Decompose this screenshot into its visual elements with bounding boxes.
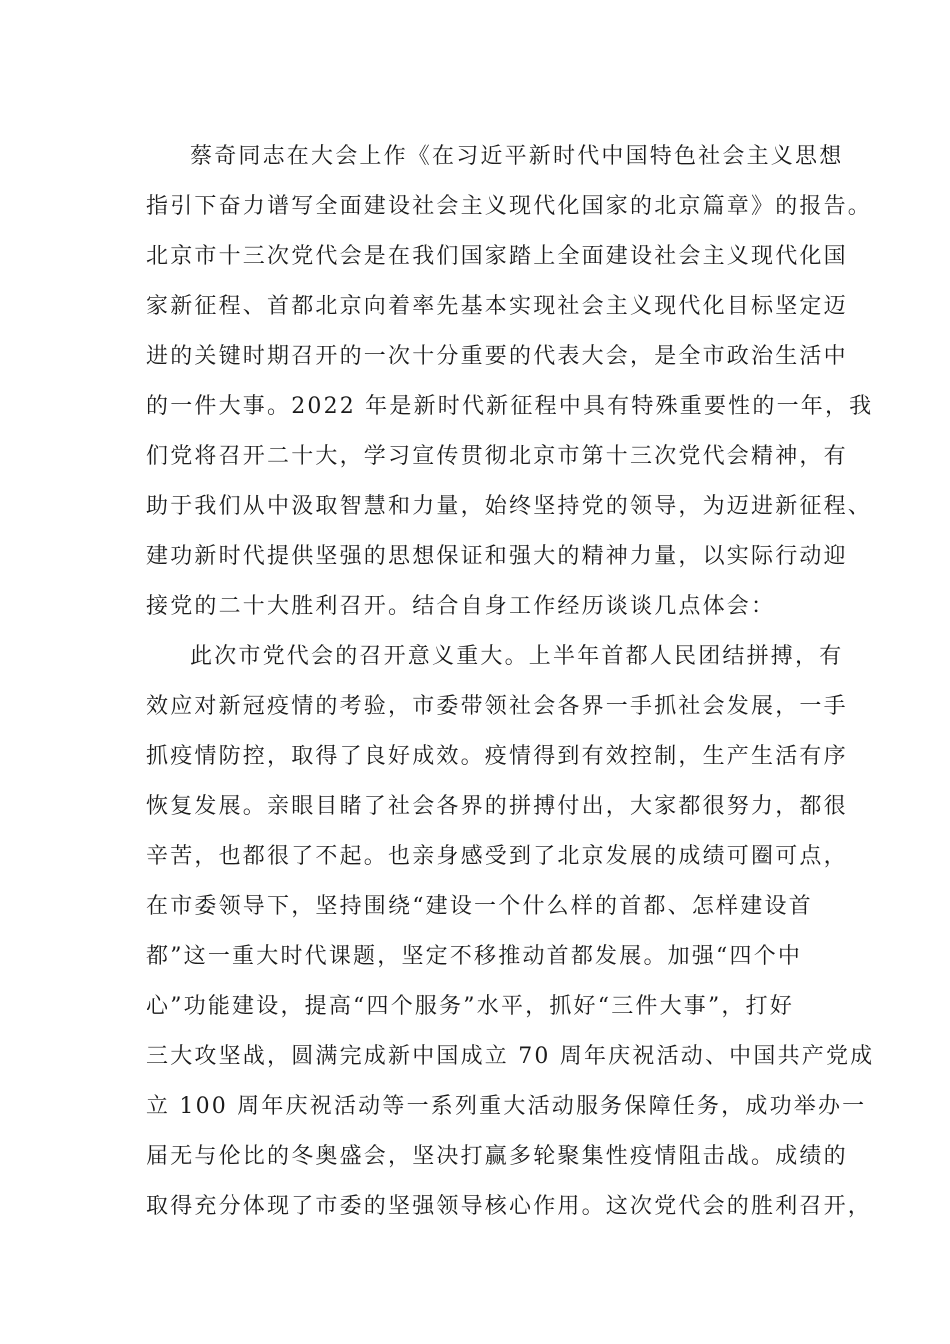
text-line: 北京市十三次党代会是在我们国家踏上全面建设社会主义现代化国 bbox=[146, 244, 848, 269]
text-line: 立 100 周年庆祝活动等一系列重大活动服务保障任务，成功举办一 bbox=[146, 1094, 867, 1119]
text-line: 恢复发展。亲眼目睹了社会各界的拼搏付出，大家都很努力，都很 bbox=[146, 794, 848, 819]
body-text bbox=[146, 132, 875, 1232]
text-line: 在市委领导下，坚持围绕“建设一个什么样的首都、怎样建设首 bbox=[146, 894, 813, 919]
text-line: 届无与伦比的冬奥盛会，坚决打赢多轮聚集性疫情阻击战。成绩的 bbox=[146, 1144, 848, 1169]
text-line: 辛苦，也都很了不起。也亲身感受到了北京发展的成绩可圈可点， bbox=[146, 844, 848, 869]
text-line: 指引下奋力谱写全面建设社会主义现代化国家的北京篇章》的报告。 bbox=[146, 194, 873, 219]
text-line: 此次市党代会的召开意义重大。上半年首都人民团结拼搏，有 bbox=[190, 644, 844, 669]
text-line: 进的关键时期召开的一次十分重要的代表大会，是全市政治生活中 bbox=[146, 344, 848, 369]
text-line: 取得充分体现了市委的坚强领导核心作用。这次党代会的胜利召开， bbox=[146, 1194, 873, 1219]
text-line: 三大攻坚战，圆满完成新中国成立 70 周年庆祝活动、中国共产党成 bbox=[146, 1044, 875, 1069]
text-line: 都”这一重大时代课题，坚定不移推动首都发展。加强“四个中 bbox=[146, 944, 803, 969]
text-line: 接党的二十大胜利召开。结合自身工作经历谈谈几点体会： bbox=[146, 594, 776, 619]
text-line: 们党将召开二十大，学习宣传贯彻北京市第十三次党代会精神，有 bbox=[146, 444, 848, 469]
text-line: 建功新时代提供坚强的思想保证和强大的精神力量，以实际行动迎 bbox=[146, 544, 848, 569]
text-line: 家新征程、首都北京向着率先基本实现社会主义现代化目标坚定迈 bbox=[146, 294, 848, 319]
text-line: 的一件大事。2022 年是新时代新征程中具有特殊重要性的一年，我 bbox=[146, 394, 874, 419]
text-line: 蔡奇同志在大会上作《在习近平新时代中国特色社会主义思想 bbox=[190, 144, 844, 169]
text-line: 心”功能建设，提高“四个服务”水平，抓好“三件大事”，打好 bbox=[146, 994, 795, 1019]
text-line: 效应对新冠疫情的考验，市委带领社会各界一手抓社会发展，一手 bbox=[146, 694, 848, 719]
text-line: 助于我们从中汲取智慧和力量，始终坚持党的领导，为迈进新征程、 bbox=[146, 494, 873, 519]
text-line: 抓疫情防控，取得了良好成效。疫情得到有效控制，生产生活有序 bbox=[146, 744, 848, 769]
